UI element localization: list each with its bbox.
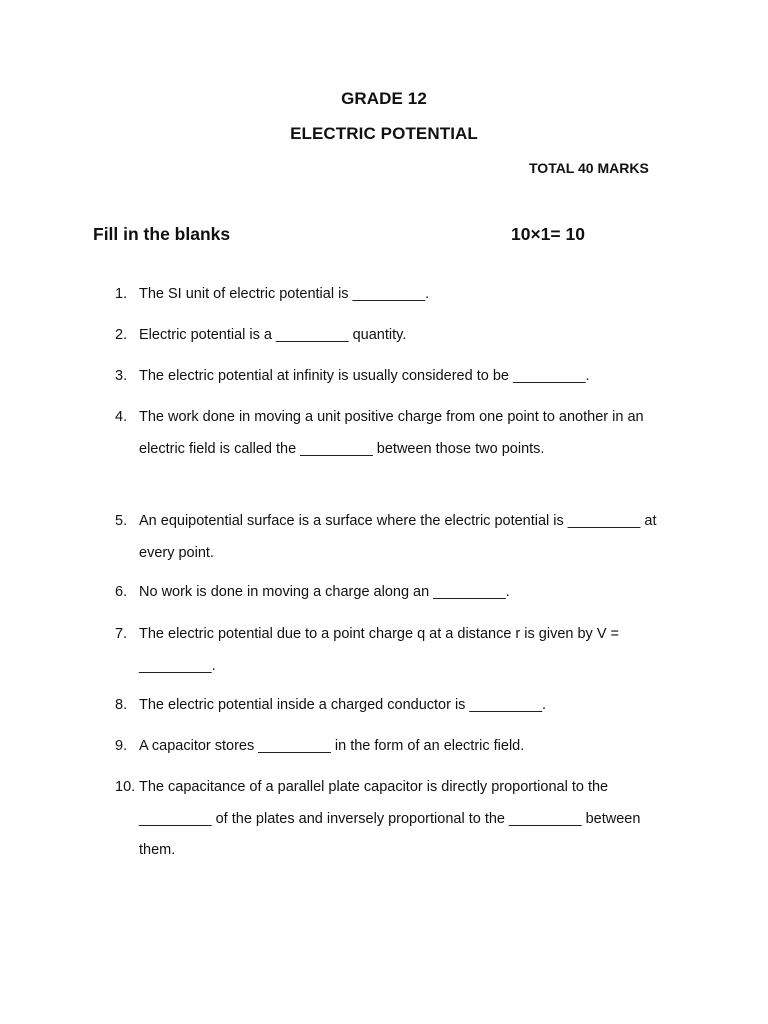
total-marks-label: TOTAL 40 MARKS (529, 160, 649, 176)
question-text: The electric potential at infinity is usually considered to be _________. (139, 368, 590, 384)
grade-heading: GRADE 12 (341, 89, 427, 108)
question-text: The capacitance of a parallel plate capacitor is directly proportional to the _________ of the plates and inversely proportional to the _________ between them. (139, 779, 641, 858)
question-item (115, 690, 680, 722)
topic-heading: ELECTRIC POTENTIAL (290, 124, 478, 143)
question-item (115, 361, 680, 393)
question-text: An equipotential surface is a surface where the electric potential is _________ at every point. (139, 513, 657, 561)
question-text: The SI unit of electric potential is _________. (139, 286, 430, 302)
question-item (115, 506, 680, 569)
question-text: The work done in moving a unit positive charge from one point to another in an electric field is called the _________ between those two points. (139, 409, 644, 457)
question-item (115, 320, 680, 352)
question-number: 1. (115, 286, 128, 302)
question-item (115, 577, 680, 609)
question-number: 3. (115, 368, 128, 384)
question-number: 5. (115, 513, 128, 529)
question-number: 8. (115, 697, 128, 713)
question-item (115, 402, 680, 465)
question-text: The electric potential due to a point charge q at a distance r is given by V = _________. (139, 626, 619, 674)
question-number: 2. (115, 327, 128, 343)
question-text: Electric potential is a _________ quantity. (139, 327, 407, 343)
question-item (115, 279, 680, 311)
question-number: 9. (115, 738, 128, 754)
section-marks: 10×1= 10 (511, 224, 585, 244)
question-number: 10. (115, 779, 136, 795)
question-number: 7. (115, 626, 128, 642)
question-text: A capacitor stores _________ in the form of an electric field. (139, 738, 525, 754)
section-title: Fill in the blanks (93, 224, 231, 244)
question-number: 6. (115, 584, 128, 600)
question-text: No work is done in moving a charge along an _________. (139, 584, 510, 600)
question-text: The electric potential inside a charged conductor is _________. (139, 697, 547, 713)
question-number: 4. (115, 409, 128, 425)
question-item (115, 619, 680, 682)
question-item (115, 772, 680, 867)
question-item (115, 731, 680, 763)
